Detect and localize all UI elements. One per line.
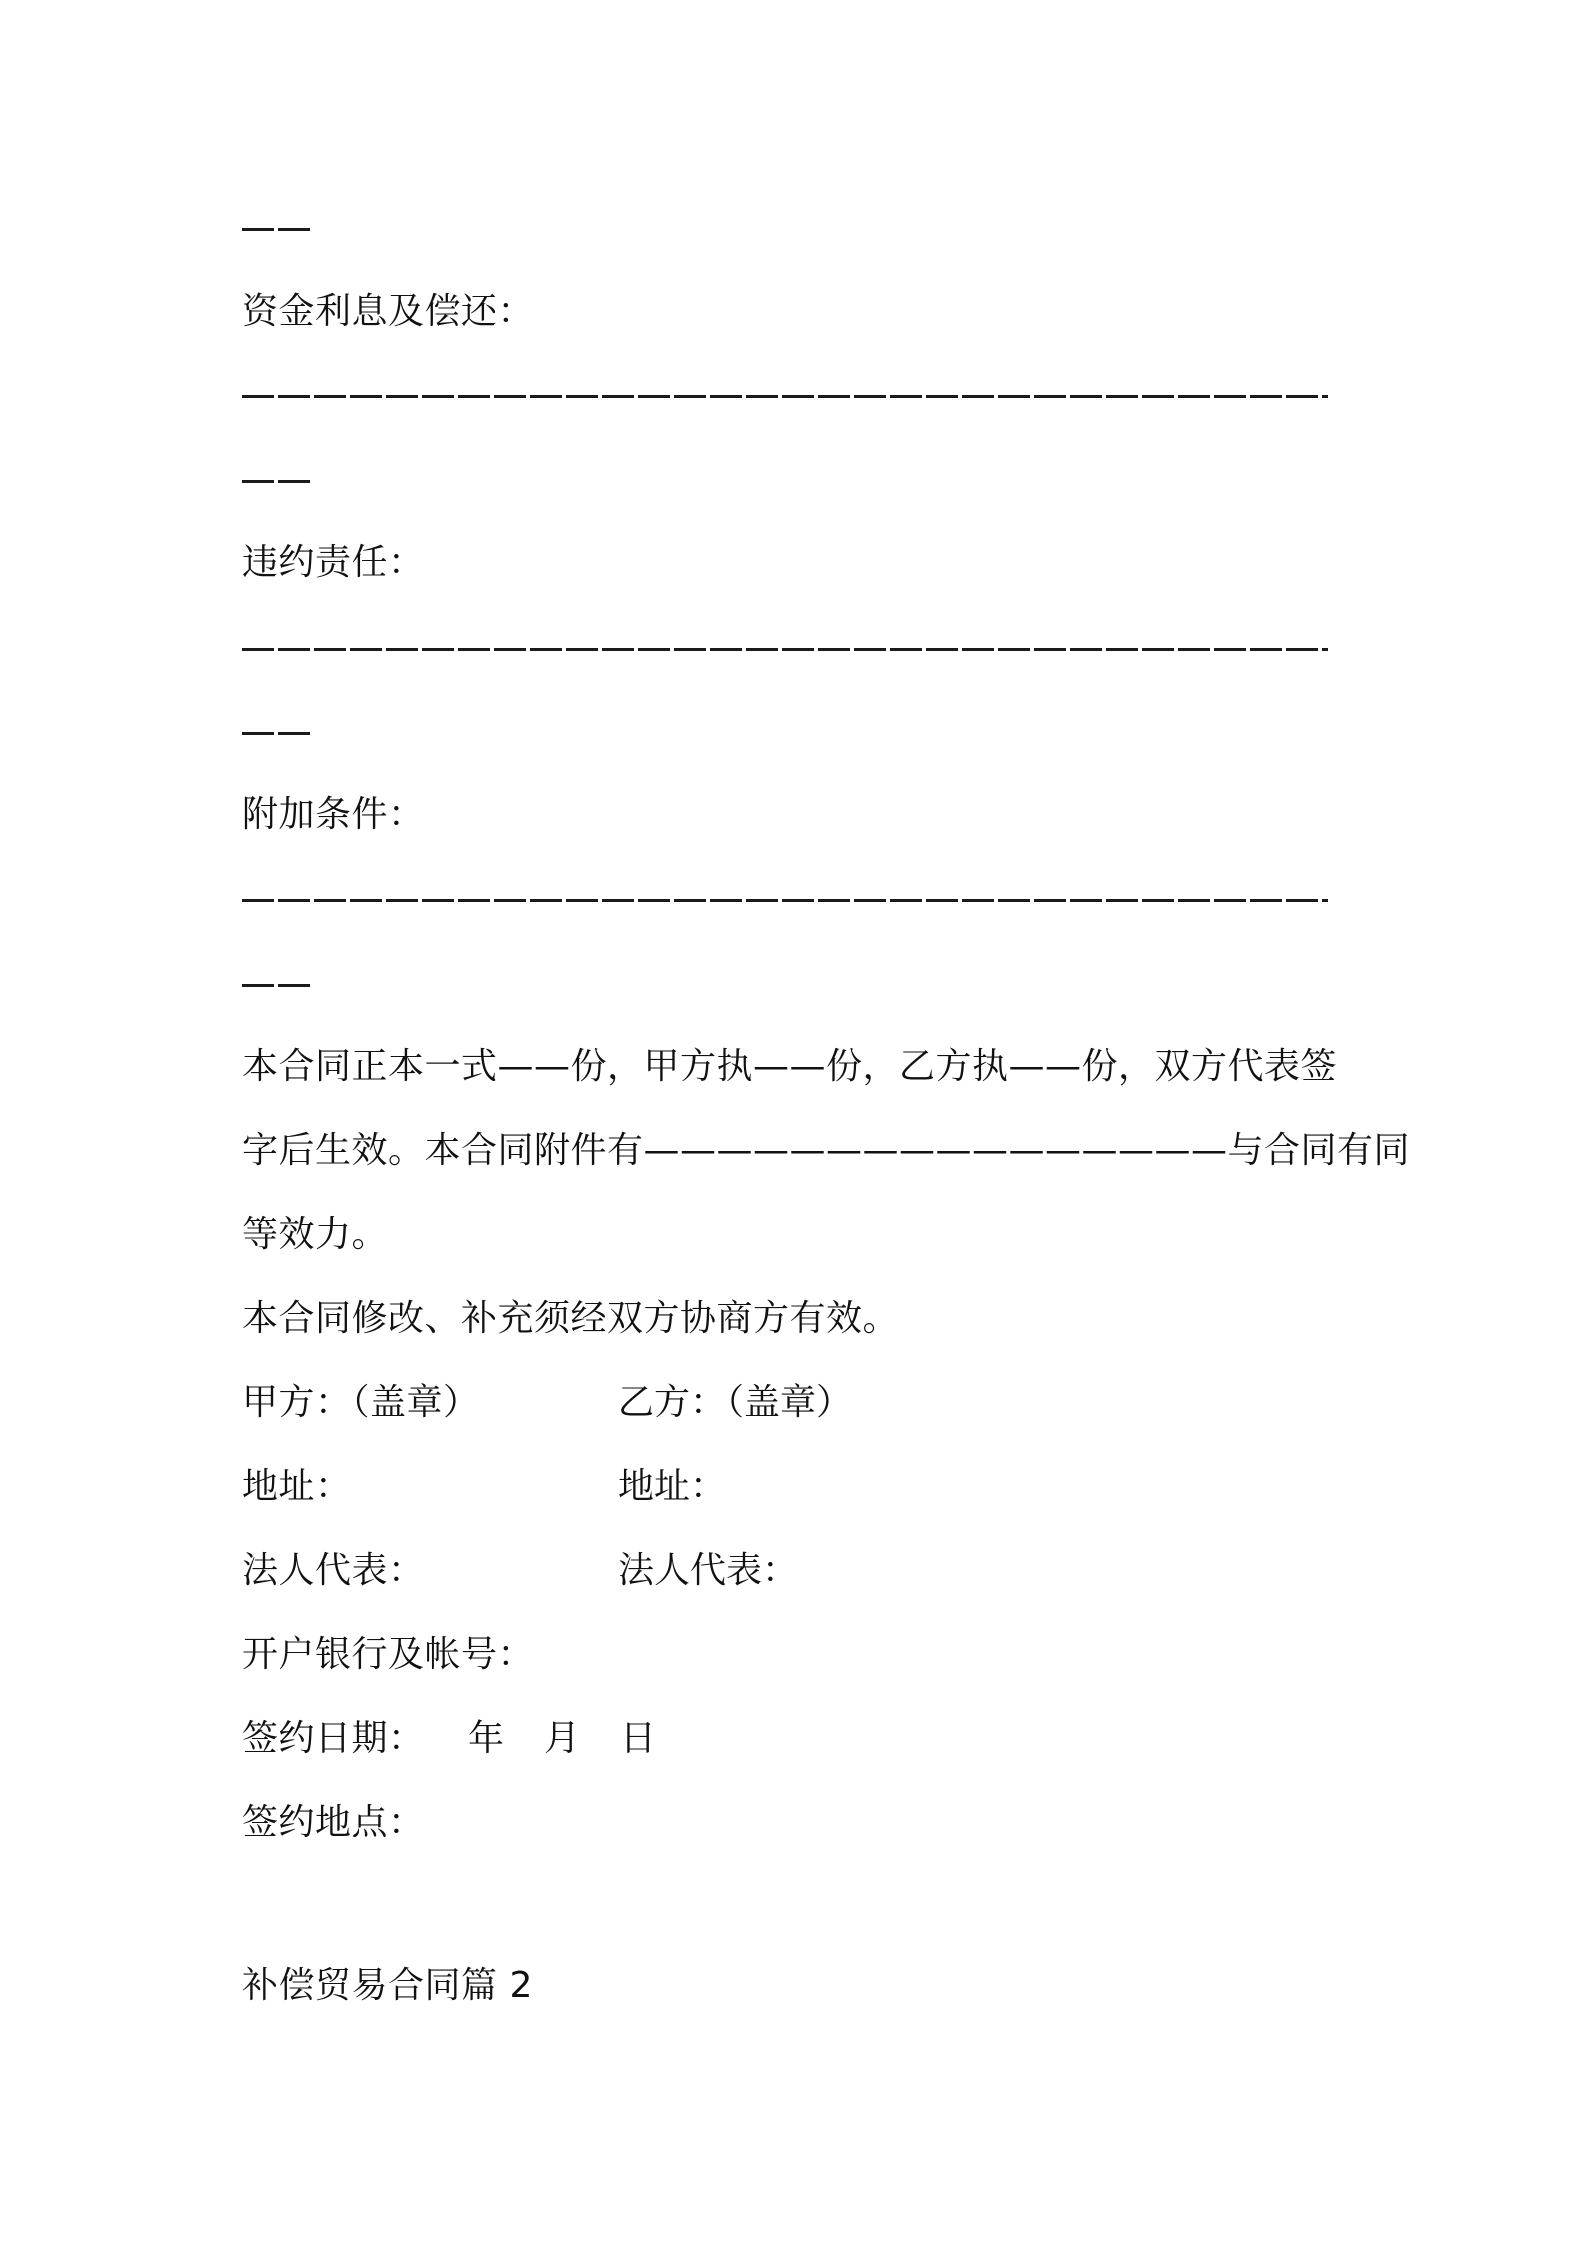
sign-date-year: 年 <box>468 1718 505 1759</box>
next-section-title: 补偿贸易合同篇 2 <box>242 1965 533 2006</box>
blank-line-long-2 <box>242 648 1328 651</box>
blank-line-long-1 <box>242 395 1328 398</box>
bank-account-label: 开户银行及帐号： <box>242 1634 535 1675</box>
section-breach-label: 违约责任： <box>242 542 425 583</box>
party-a-representative: 法人代表： <box>242 1550 425 1591</box>
copies-paragraph-line-1: 本合同正本一式——份，甲方执——份，乙方执——份，双方代表签 <box>242 1046 1338 1087</box>
amendment-paragraph: 本合同修改、补充须经双方协商方有效。 <box>242 1298 900 1339</box>
party-b-address: 地址： <box>618 1466 727 1507</box>
sign-date-day: 日 <box>620 1718 657 1759</box>
section-interest-label: 资金利息及偿还： <box>242 291 535 332</box>
sign-place-label: 签约地点： <box>242 1802 425 1843</box>
blank-line-short-2 <box>242 480 310 483</box>
blank-line-long-3 <box>242 899 1328 902</box>
blank-line-short-4 <box>242 984 310 987</box>
sign-date-label: 签约日期： <box>242 1718 425 1759</box>
blank-line-short-3 <box>242 732 310 735</box>
party-b-representative: 法人代表： <box>618 1550 799 1591</box>
party-a-address: 地址： <box>242 1466 352 1507</box>
blank-line-short-1 <box>242 228 310 231</box>
copies-paragraph-line-3: 等效力。 <box>242 1214 389 1255</box>
section-additional-label: 附加条件： <box>242 794 425 835</box>
sign-date-month: 月 <box>544 1718 581 1759</box>
party-b-seal: 乙方：（盖章） <box>618 1382 853 1423</box>
copies-paragraph-line-2: 字后生效。本合同附件有————————————————与合同有同 <box>242 1130 1411 1171</box>
party-a-seal: 甲方：（盖章） <box>242 1382 480 1423</box>
